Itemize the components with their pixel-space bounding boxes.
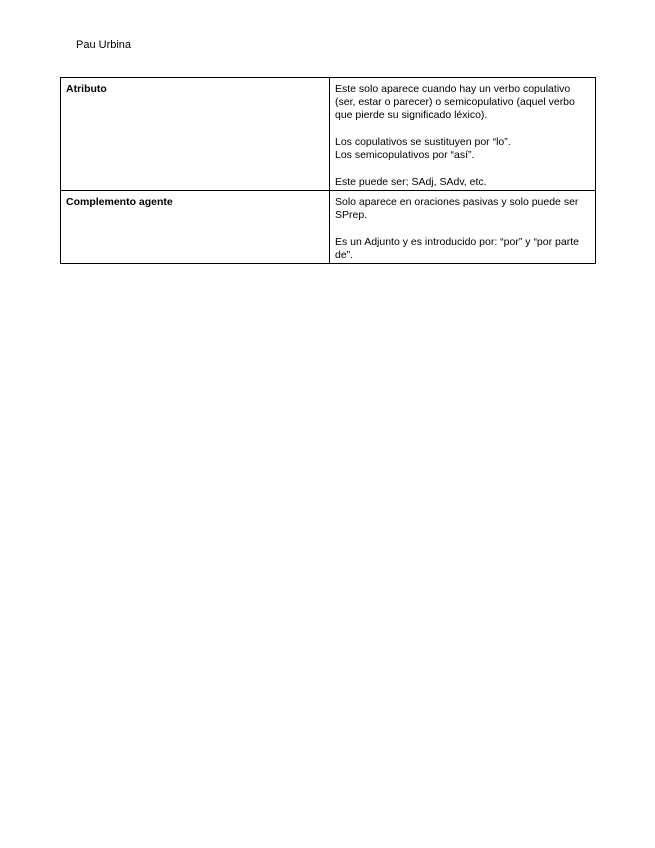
description-line: Los copulativos se sustituyen por “lo”. [335,136,511,148]
description-paragraph [335,136,590,162]
term-cell: Complemento agente [61,191,330,264]
definitions-table [60,77,596,264]
description-paragraph: Solo aparece en oraciones pasivas y solo puede ser SPrep. [335,196,579,221]
description-cell [330,78,596,191]
description-cell [330,191,596,264]
table-row [61,78,596,191]
description-paragraph: Este solo aparece cuando hay un verbo copulativo (ser, estar o parecer) o semicopulativo (aquel verbo que pierde su significado léxico). [335,83,575,121]
description-paragraph: Es un Adjunto y es introducido por: “por” y “por parte de”. [335,236,579,261]
author-name: Pau Urbina [76,39,132,51]
term-cell: Atributo [61,78,330,191]
description-paragraph: Este puede ser; SAdj, SAdv, etc. [335,176,487,188]
table-row [61,191,596,264]
description-line: Los semicopulativos por “así”. [335,149,475,161]
